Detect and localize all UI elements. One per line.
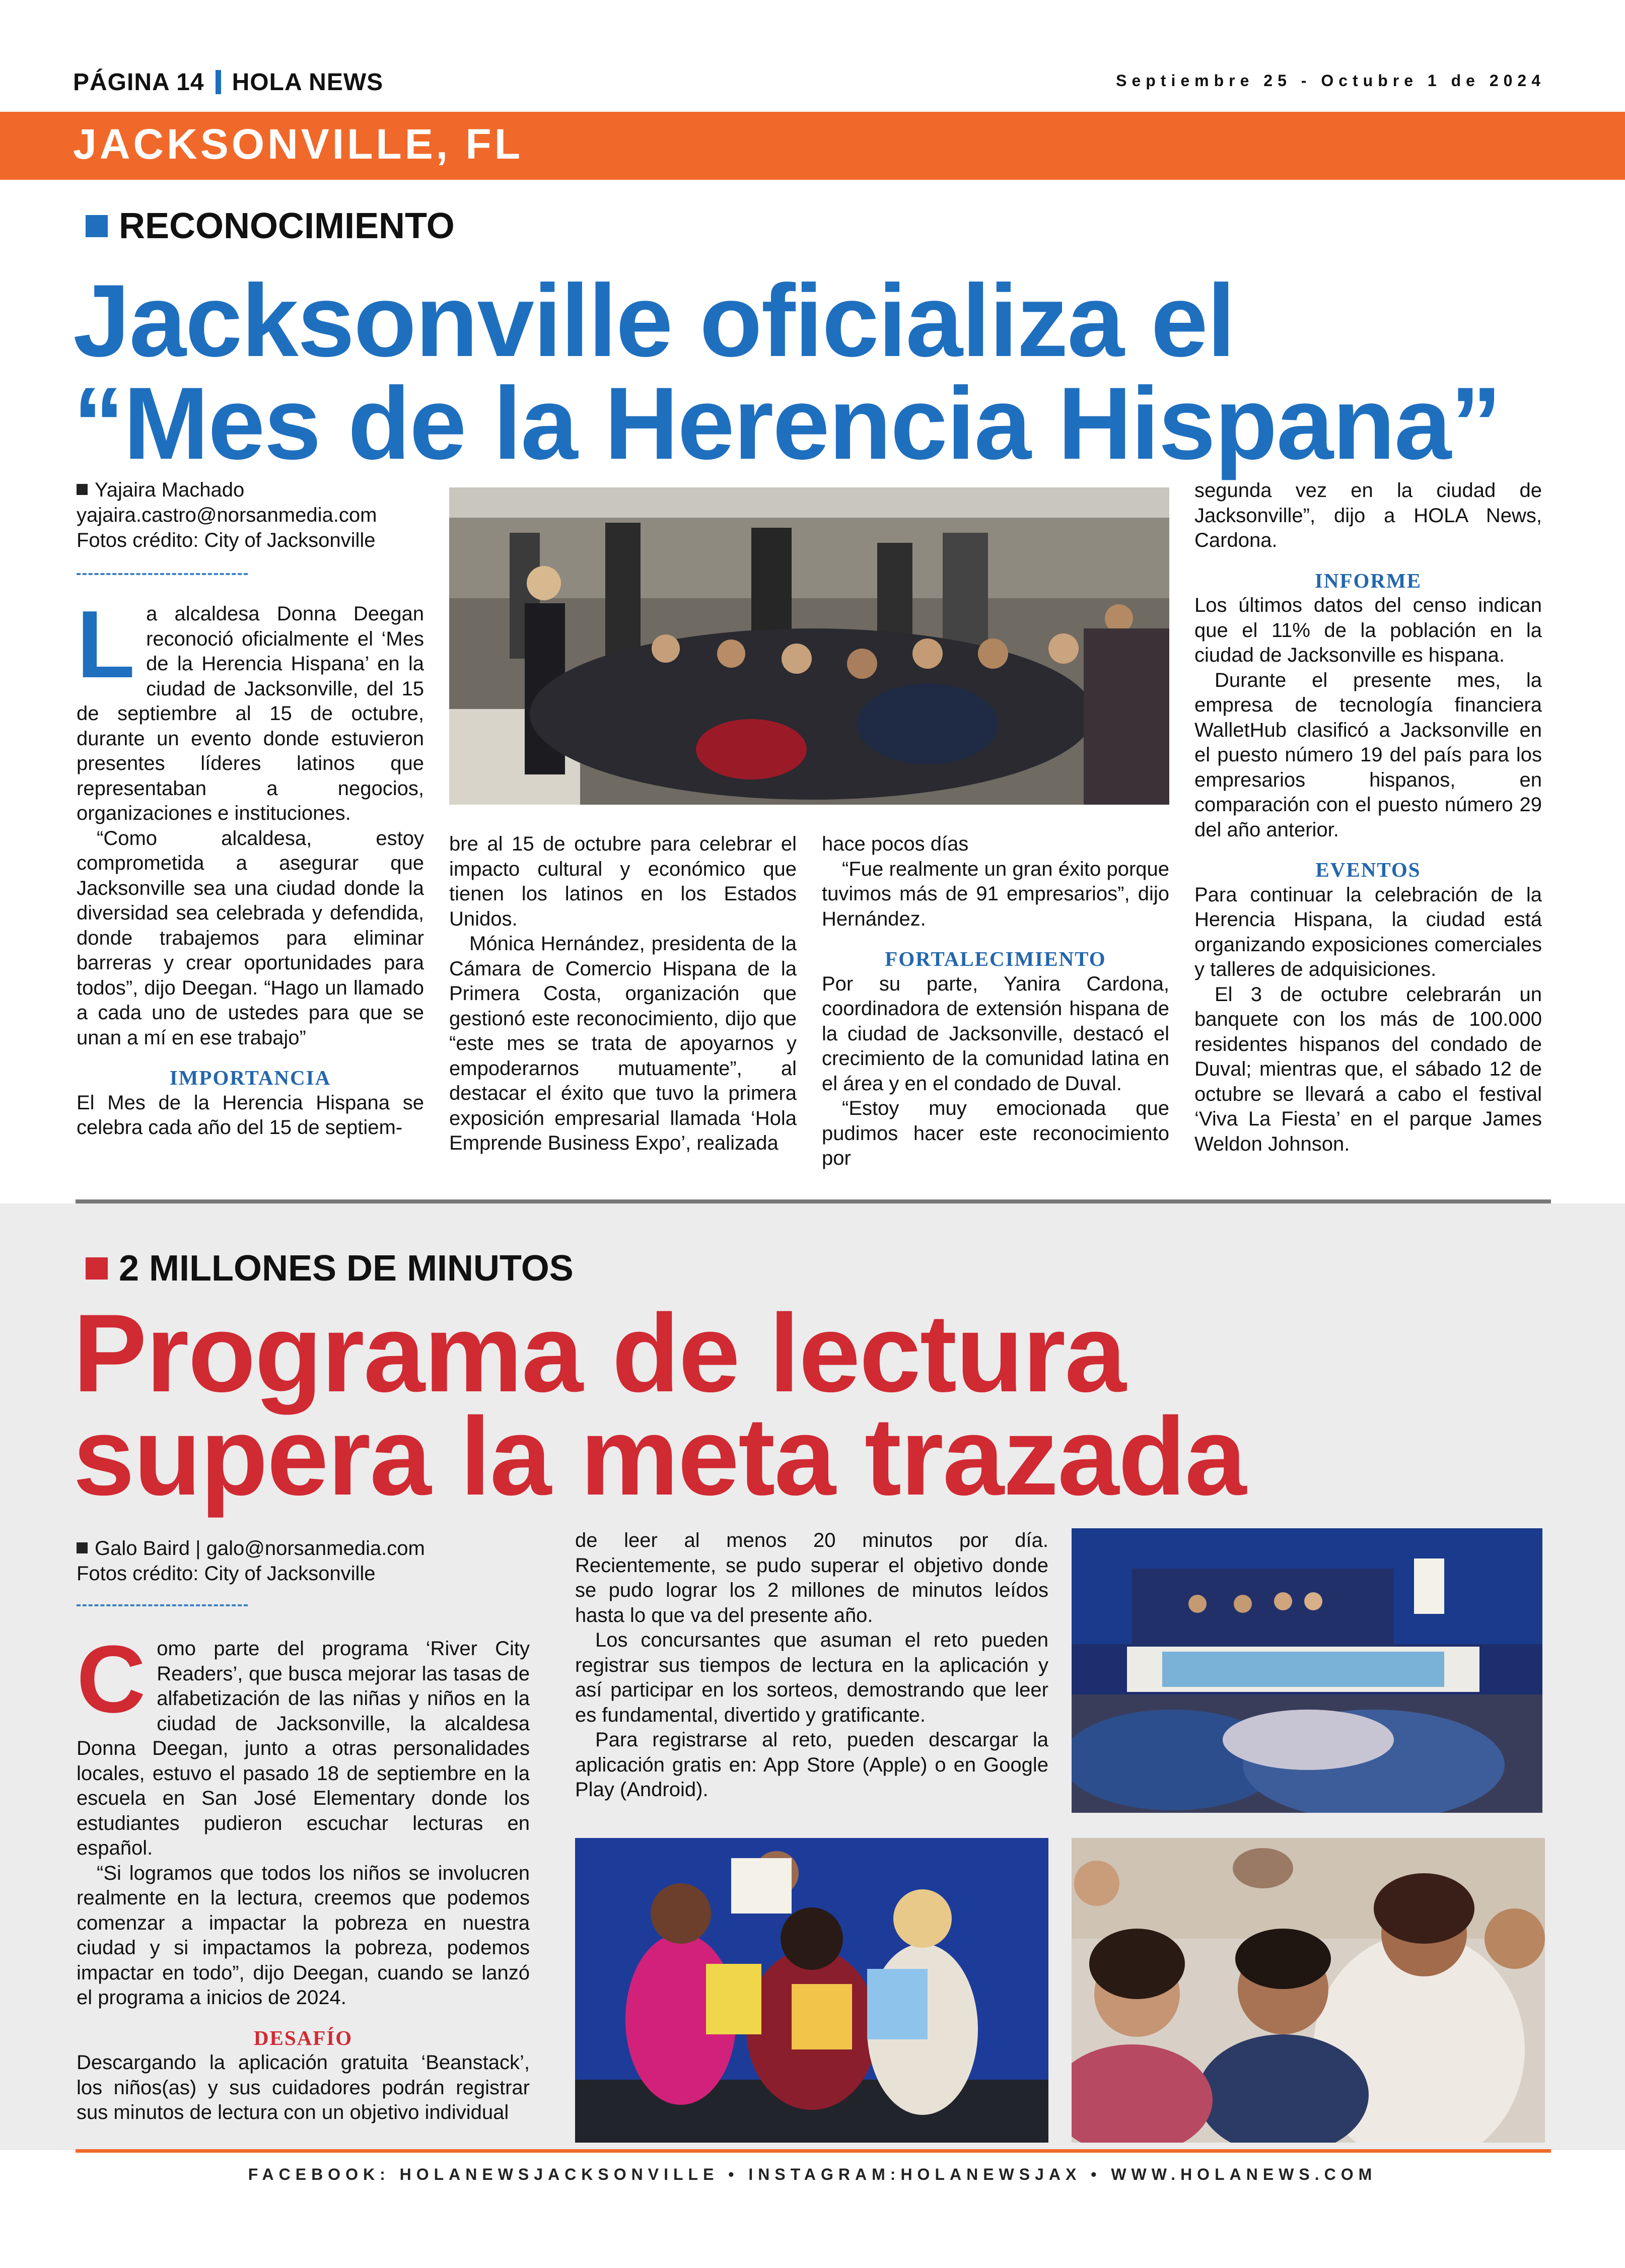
byline-rule	[77, 1604, 248, 1606]
paragraph: “Fue realmente un gran éxito porque tuvimos más de 91 empresarios”, dijo Hernández.	[822, 858, 1169, 930]
article2-photo-readers	[575, 1838, 1048, 2143]
subheading-fortalecimiento: FORTALECIMIENTO	[885, 947, 1106, 970]
footer-rule	[76, 2149, 1551, 2153]
dropcap: C	[77, 1626, 146, 1733]
paragraph: segunda vez en la ciudad de Jacksonville”, dijo a HOLA News, Cardona.	[1194, 479, 1542, 551]
paragraph: de leer al menos 20 minutos por día. Recientemente, se pudo superar el objetivo donde se pudo lograr los 2 millones de minutos leídos hasta lo que va del presente año.	[575, 1529, 1048, 1626]
paragraph: El 3 de octubre celebrarán un banquete con los más de 100.000 residentes hispanos del condado de Duval; mientras que, el sábado 12 de octubre se llevará a cabo el festival ‘Viva La Fiesta’ en el parque James Weldon Johnson.	[1194, 983, 1542, 1155]
page-header	[73, 68, 383, 96]
paragraph: a alcaldesa Donna Deegan reconoció oficialmente el ‘Mes de la Herencia Hispana’ en la ciudad de Jacksonville, del 15 de septiembre al 15 de octubre, durante un evento donde estuvieron presentes líderes latinos que representaban a negocios, organizaciones e instituciones.	[77, 603, 424, 824]
paragraph: Para continuar la celebración de la Herencia Hispana, la ciudad está organizando exposiciones comerciales y talleres de adquisiciones.	[1194, 883, 1542, 980]
paragraph: Descargando la aplicación gratuita ‘Beanstack’, los niños(as) y sus cuidadores podrán registrar sus minutos de lectura con un objetivo individual	[77, 2051, 530, 2123]
article2-photo-students	[1072, 1838, 1545, 2143]
subheading-eventos: EVENTOS	[1315, 858, 1421, 881]
article1-column-3	[822, 832, 1169, 1171]
paragraph: “Estoy muy emocionada que pudimos hacer este reconocimiento por	[822, 1097, 1169, 1169]
byline-square-icon	[77, 1542, 88, 1553]
paragraph: hace pocos días	[822, 833, 969, 855]
article1-headline-line2: “Mes de la Herencia Hispana”	[73, 366, 1501, 481]
paragraph: Para registrarse al reto, pueden descargar la aplicación gratis en: App Store (Apple) o en Google Play (Android).	[575, 1729, 1048, 1801]
section-title: JACKSONVILLE, FL	[73, 120, 524, 168]
article2-column-1	[77, 1626, 530, 2125]
kicker-square-icon	[86, 215, 108, 237]
author-email: yajaira.castro@norsanmedia.com	[77, 504, 377, 526]
paragraph: El Mes de la Herencia Hispana se celebra cada año del 15 de septiem-	[77, 1091, 424, 1139]
article2-kicker-text: 2 MILLONES DE MINUTOS	[119, 1248, 574, 1289]
article2-kicker	[86, 1248, 574, 1289]
kicker-square-icon	[86, 1257, 108, 1280]
publication-name: HOLA NEWS	[232, 69, 384, 96]
article2-headline	[73, 1291, 1246, 1518]
article1-headline	[73, 263, 1501, 481]
photo-credit: Fotos crédito: City of Jacksonville	[77, 1563, 376, 1585]
article1-column-2	[449, 832, 797, 1156]
paragraph: Durante el presente mes, la empresa de tecnología financiera WalletHub clasificó a Jacksonville en el puesto número 19 del país para los empresarios hispanos, en comparación con el puesto número 29 del año anterior.	[1194, 669, 1542, 841]
article2-photo-stage	[1072, 1528, 1542, 1813]
paragraph: Los concursantes que asuman el reto pueden registrar sus tiempos de lectura en la aplicación y así participar en los sorteos, demostrando que leer es fundamental, divertido y gratificante.	[575, 1629, 1048, 1726]
article1-byline	[77, 477, 377, 553]
header-separator	[216, 70, 221, 94]
author-byline: Galo Baird | galo@norsanmedia.com	[95, 1537, 425, 1560]
article1-column-4	[1194, 478, 1542, 1157]
footer-social-links: FACEBOOK: HOLANEWSJACKSONVILLE • INSTAGRAM:HOLANEWSJAX • WWW.HOLANEWS.COM	[248, 2165, 1377, 2183]
article1-photo-event	[449, 487, 1169, 805]
author-name: Yajaira Machado	[95, 479, 245, 501]
paragraph: bre al 15 de octubre para celebrar el impacto cultural y económico que tienen los latinos en los Estados Unidos.	[449, 833, 797, 930]
dropcap: L	[77, 591, 135, 698]
byline-square-icon	[77, 484, 88, 495]
article2-byline	[77, 1536, 425, 1586]
subheading-desafio: DESAFÍO	[253, 2026, 353, 2049]
article1-kicker-text: RECONOCIMIENTO	[119, 206, 455, 246]
paragraph: Los últimos datos del censo indican que el 11% de la población en la ciudad de Jacksonville es hispana.	[1194, 594, 1542, 666]
section-divider	[76, 1199, 1551, 1203]
article2-headline-line2: supera la meta trazada	[73, 1394, 1246, 1518]
paragraph: “Como alcaldesa, estoy comprometida a asegurar que Jacksonville sea una ciudad donde la diversidad sea celebrada y defendida, donde trabajemos para eliminar barreras y crear oportunidades para todos”, dijo Deegan. “Hago un llamado a cada uno de ustedes para que se unan a mí en ese trabajo”	[77, 827, 424, 1049]
article2-column-2	[575, 1528, 1048, 1803]
article2-headline-line1: Programa de lectura	[73, 1291, 1125, 1415]
paragraph: Por su parte, Yanira Cardona, coordinadora de extensión hispana de la ciudad de Jacksonville, destacó el crecimiento de la comunidad latina en el área y en el condado de Duval.	[822, 972, 1169, 1095]
paragraph: omo parte del programa ‘River City Readers’, que busca mejorar las tasas de alfabetización de las niñas y niños en la ciudad de Jacksonville, la alcaldesa Donna Deegan, junto a otras personalidades locales, estuvo el pasado 18 de septiembre en la escuela en San José Elementary donde los estudiantes pudieron escuchar lecturas en español.	[77, 1638, 530, 1859]
subheading-informe: INFORME	[1314, 569, 1422, 592]
page-number: PÁGINA 14	[73, 69, 204, 96]
subheading-importancia: IMPORTANCIA	[169, 1066, 331, 1089]
issue-date: Septiembre 25 - Octubre 1 de 2024	[1116, 72, 1545, 90]
byline-rule	[77, 573, 248, 575]
paragraph: “Si logramos que todos los niños se involucren realmente en la lectura, creemos que podemos comenzar a impactar la pobreza en nuestra ciudad y si impactamos la pobreza, podemos impactar en todo”, dijo Deegan, cuando se lanzó el programa a inicios de 2024.	[77, 1862, 530, 2009]
paragraph: Mónica Hernández, presidenta de la Cámara de Comercio Hispana de la Primera Costa, organización que gestionó este reconocimiento, dijo que “este mes se trata de apoyarnos y empoderarnos mutuamente”, al destacar el éxito que tuvo la primera exposición empresarial llamada ‘Hola Emprende Business Expo’, realizada	[449, 933, 797, 1154]
article1-column-1	[77, 591, 424, 1141]
photo-credit: Fotos crédito: City of Jacksonville	[77, 529, 376, 551]
article1-kicker	[86, 205, 455, 247]
article1-headline-line1: Jacksonville oficializa el	[73, 263, 1235, 378]
